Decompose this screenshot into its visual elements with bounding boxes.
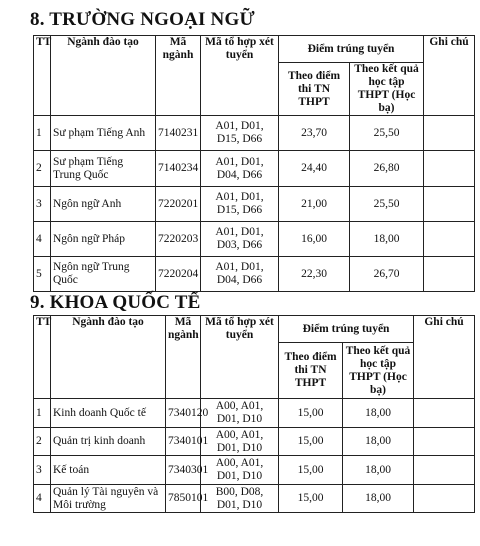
- subject-combination: A00, A01, D01, D10: [201, 456, 279, 485]
- header-combo: Mã tổ hợp xét tuyển: [201, 36, 279, 116]
- exam-score: 23,70: [279, 116, 350, 151]
- header-score-exam: Theo điểm thi TN THPT: [279, 63, 350, 116]
- exam-score: 24,40: [279, 151, 350, 187]
- row-number: 3: [34, 456, 51, 485]
- major-name: Ngôn ngữ Anh: [51, 187, 156, 222]
- note-cell: [424, 222, 475, 257]
- table-row: [34, 399, 475, 428]
- header-score-exam: Theo điểm thi TN THPT: [279, 343, 343, 399]
- table-row: [34, 187, 475, 222]
- transcript-score: 18,00: [343, 399, 414, 428]
- note-cell: [414, 428, 475, 456]
- subject-combination: A01, D01, D04, D66: [201, 151, 279, 187]
- transcript-score: 25,50: [350, 187, 424, 222]
- exam-score: 15,00: [279, 399, 343, 428]
- subject-combination: B00, D08, D01, D10: [201, 485, 279, 513]
- header-score-group: Điểm trúng tuyển: [279, 316, 414, 343]
- transcript-score: 18,00: [350, 222, 424, 257]
- note-cell: [424, 257, 475, 292]
- major-code: 7340101: [166, 428, 201, 456]
- note-cell: [414, 485, 475, 513]
- row-number: 3: [34, 187, 51, 222]
- subject-combination: A01, D01, D03, D66: [201, 222, 279, 257]
- exam-score: 16,00: [279, 222, 350, 257]
- transcript-score: 18,00: [343, 428, 414, 456]
- major-code: 7850101: [166, 485, 201, 513]
- table-row: [34, 151, 475, 187]
- transcript-score: 26,70: [350, 257, 424, 292]
- note-cell: [424, 151, 475, 187]
- row-number: 5: [34, 257, 51, 292]
- major-name: Kinh doanh Quốc tế: [51, 399, 166, 428]
- table-row: [34, 428, 475, 456]
- major-code: 7140231: [156, 116, 201, 151]
- major-code: 7340120: [166, 399, 201, 428]
- transcript-score: 18,00: [343, 485, 414, 513]
- major-name: Quản lý Tài nguyên và Môi trường: [51, 485, 166, 513]
- header-major: Ngành đào tạo: [51, 316, 166, 399]
- major-code: 7340301: [166, 456, 201, 485]
- note-cell: [424, 187, 475, 222]
- row-number: 4: [34, 222, 51, 257]
- international-faculty-table: [33, 315, 475, 513]
- note-cell: [414, 456, 475, 485]
- major-code: 7220201: [156, 187, 201, 222]
- major-name: Quản trị kinh doanh: [51, 428, 166, 456]
- header-score-transcript: Theo kết quả học tập THPT (Học bạ): [343, 343, 414, 399]
- row-number: 2: [34, 151, 51, 187]
- major-name: Ngôn ngữ Trung Quốc: [51, 257, 156, 292]
- transcript-score: 18,00: [343, 456, 414, 485]
- section-9-title: 9. KHOA QUỐC TẾ: [30, 292, 201, 313]
- row-number: 1: [34, 116, 51, 151]
- note-cell: [414, 399, 475, 428]
- header-note: Ghi chú: [424, 36, 475, 116]
- major-name: Ngôn ngữ Pháp: [51, 222, 156, 257]
- table-row: [34, 257, 475, 292]
- header-note: Ghi chú: [414, 316, 475, 399]
- table-row: [34, 456, 475, 485]
- subject-combination: A00, A01, D01, D10: [201, 428, 279, 456]
- row-number: 2: [34, 428, 51, 456]
- major-name: Sư phạm Tiếng Trung Quốc: [51, 151, 156, 187]
- subject-combination: A00, A01, D01, D10: [201, 399, 279, 428]
- header-major: Ngành đào tạo: [51, 36, 156, 116]
- major-code: 7140234: [156, 151, 201, 187]
- header-code: Mã ngành: [166, 316, 201, 399]
- exam-score: 22,30: [279, 257, 350, 292]
- table-row: [34, 222, 475, 257]
- table-row: [34, 116, 475, 151]
- table-row: [34, 485, 475, 513]
- major-name: Kế toán: [51, 456, 166, 485]
- exam-score: 21,00: [279, 187, 350, 222]
- school-of-foreign-languages-table: [33, 35, 475, 292]
- row-number: 1: [34, 399, 51, 428]
- exam-score: 15,00: [279, 428, 343, 456]
- transcript-score: 25,50: [350, 116, 424, 151]
- major-code: 7220204: [156, 257, 201, 292]
- header-score-transcript: Theo kết quả học tập THPT (Học bạ): [350, 63, 424, 116]
- header-tt: TT: [34, 36, 51, 116]
- transcript-score: 26,80: [350, 151, 424, 187]
- major-name: Sư phạm Tiếng Anh: [51, 116, 156, 151]
- header-combo: Mã tổ hợp xét tuyển: [201, 316, 279, 399]
- section-8-title: 8. TRƯỜNG NGOẠI NGỮ: [30, 9, 255, 30]
- header-tt: TT: [34, 316, 51, 399]
- row-number: 4: [34, 485, 51, 513]
- exam-score: 15,00: [279, 485, 343, 513]
- header-score-group: Điểm trúng tuyển: [279, 36, 424, 63]
- subject-combination: A01, D01, D15, D66: [201, 187, 279, 222]
- note-cell: [424, 116, 475, 151]
- major-code: 7220203: [156, 222, 201, 257]
- header-code: Mã ngành: [156, 36, 201, 116]
- subject-combination: A01, D01, D04, D66: [201, 257, 279, 292]
- subject-combination: A01, D01, D15, D66: [201, 116, 279, 151]
- exam-score: 15,00: [279, 456, 343, 485]
